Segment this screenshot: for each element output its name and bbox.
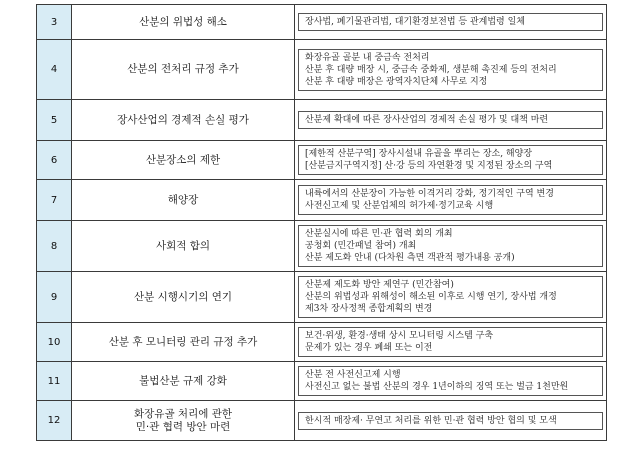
row-description-line: 제3차 장사정책 종합계획의 변경 bbox=[305, 304, 433, 314]
table-row bbox=[37, 100, 607, 141]
row-title-line: 불법산분 규제 강화 bbox=[139, 374, 227, 387]
row-description-line: 장사법, 폐기물관리법, 대기환경보전법 등 관계법령 일체 bbox=[305, 17, 525, 27]
row-title-line: 해양장 bbox=[167, 193, 199, 206]
row-number: 7 bbox=[37, 180, 72, 221]
row-title-line: 산분의 전처리 규정 추가 bbox=[127, 63, 239, 75]
row-number: 11 bbox=[37, 362, 72, 401]
row-description-line: [산분금지구역지정] 산·강 등의 자연환경 및 지정된 장소의 구역 bbox=[305, 161, 553, 171]
row-description-cell bbox=[295, 323, 607, 362]
row-description-box bbox=[298, 276, 603, 318]
row-description-box bbox=[298, 145, 603, 175]
row-title-line: 사회적 합의 bbox=[155, 239, 211, 252]
row-title bbox=[72, 40, 295, 100]
table-row bbox=[37, 362, 607, 401]
row-title-line: 민·관 협력 방안 마련 bbox=[135, 420, 231, 433]
row-description-cell bbox=[295, 141, 607, 180]
row-number: 8 bbox=[37, 221, 72, 272]
row-number: 4 bbox=[37, 40, 72, 100]
table-row bbox=[37, 141, 607, 180]
row-description-cell bbox=[295, 221, 607, 272]
row-number: 3 bbox=[37, 5, 72, 40]
row-title-line: 산분장소의 제한 bbox=[145, 153, 221, 166]
row-description-line: 한시적 매장제· 무연고 처리를 위한 민·관 협력 방안 협의 및 모색 bbox=[305, 415, 557, 426]
row-description-line: 산분 후 대량 매장 시, 중금속 중화제, 생분해 촉진제 등의 전처리 bbox=[305, 64, 557, 75]
row-description-cell bbox=[295, 100, 607, 141]
row-description-line: 내륙에서의 산분장이 가능한 이격거리 강화, 정기적인 구역 변경 bbox=[305, 189, 554, 199]
row-description-box bbox=[298, 412, 603, 430]
table-row bbox=[37, 272, 607, 323]
row-number: 5 bbox=[37, 100, 72, 141]
row-title-line: 산분의 위법성 해소 bbox=[139, 15, 227, 28]
row-title-line: 산분 후 모니터링 관리 규정 추가 bbox=[108, 335, 258, 348]
row-description-cell bbox=[295, 401, 607, 441]
row-description-line: 보건·위생, 환경·생태 상시 모니터링 시스템 구축 bbox=[305, 331, 494, 341]
row-description-box bbox=[298, 185, 603, 215]
row-title-line: 산분 시행시기의 연기 bbox=[134, 290, 232, 303]
row-description-line: 문제가 있는 경우 폐쇄 또는 이전 bbox=[305, 343, 433, 353]
row-description-box bbox=[298, 366, 603, 396]
row-title bbox=[72, 362, 295, 401]
row-description-box bbox=[298, 13, 603, 31]
table-row bbox=[37, 221, 607, 272]
row-number: 12 bbox=[37, 401, 72, 441]
policy-table bbox=[36, 4, 607, 441]
row-description-box bbox=[298, 111, 603, 129]
table-row bbox=[37, 5, 607, 40]
row-description-box bbox=[298, 225, 603, 267]
row-title-line: 화장유골 처리에 관한 bbox=[134, 407, 232, 420]
row-description-line: 산분 제도화 안내 (다차원 측면 객관적 평가내용 공개) bbox=[305, 253, 515, 263]
row-number: 9 bbox=[37, 272, 72, 323]
row-description-line: 사전신고 없는 불법 산분의 경우 1년이하의 징역 또는 벌금 1천만원 bbox=[305, 382, 569, 392]
row-number: 6 bbox=[37, 141, 72, 180]
row-title bbox=[72, 221, 295, 272]
row-title bbox=[72, 180, 295, 221]
row-number: 10 bbox=[37, 323, 72, 362]
table-row bbox=[37, 323, 607, 362]
row-description-line: 산분 전 사전신고제 시행 bbox=[305, 370, 401, 380]
row-description-line: 화장유골 골분 내 중금속 전처리 bbox=[305, 52, 430, 63]
row-description-line: 산분제 제도화 방안 제연구 (민간참여) bbox=[305, 280, 454, 290]
row-description-line: [제한적 산분구역] 장사시설내 유골을 뿌리는 장소, 해양장 bbox=[305, 149, 533, 159]
row-description-cell bbox=[295, 362, 607, 401]
table-row bbox=[37, 180, 607, 221]
row-description-line: 산분 후 대량 매장은 광역자치단체 사무로 지정 bbox=[305, 76, 488, 87]
table-row bbox=[37, 401, 607, 441]
row-description-line: 산분의 위법성과 위해성이 해소된 이후로 시행 연기, 장사법 개정 bbox=[305, 292, 557, 302]
row-description-box bbox=[298, 327, 603, 357]
table-row bbox=[37, 40, 607, 100]
row-description-line: 산분제 확대에 따른 장사산업의 경제적 손실 평가 및 대책 마련 bbox=[305, 115, 549, 125]
row-description-cell bbox=[295, 40, 607, 100]
row-title bbox=[72, 141, 295, 180]
table-body bbox=[37, 5, 607, 441]
row-title-line: 장사산업의 경제적 손실 평가 bbox=[117, 113, 249, 126]
row-description-cell bbox=[295, 180, 607, 221]
row-title bbox=[72, 5, 295, 40]
row-description-cell bbox=[295, 5, 607, 40]
row-description-line: 사전신고제 및 산분업체의 허가제·정기교육 시행 bbox=[305, 201, 494, 211]
row-description-line: 산분실시에 따른 민·관 협력 회의 개최 bbox=[305, 229, 453, 239]
row-title bbox=[72, 100, 295, 141]
row-title bbox=[72, 323, 295, 362]
row-description-box bbox=[298, 49, 603, 91]
row-description-cell bbox=[295, 272, 607, 323]
row-title bbox=[72, 401, 295, 441]
row-description-line: 공청회 (민간패널 참여) 개최 bbox=[305, 241, 417, 251]
row-title bbox=[72, 272, 295, 323]
